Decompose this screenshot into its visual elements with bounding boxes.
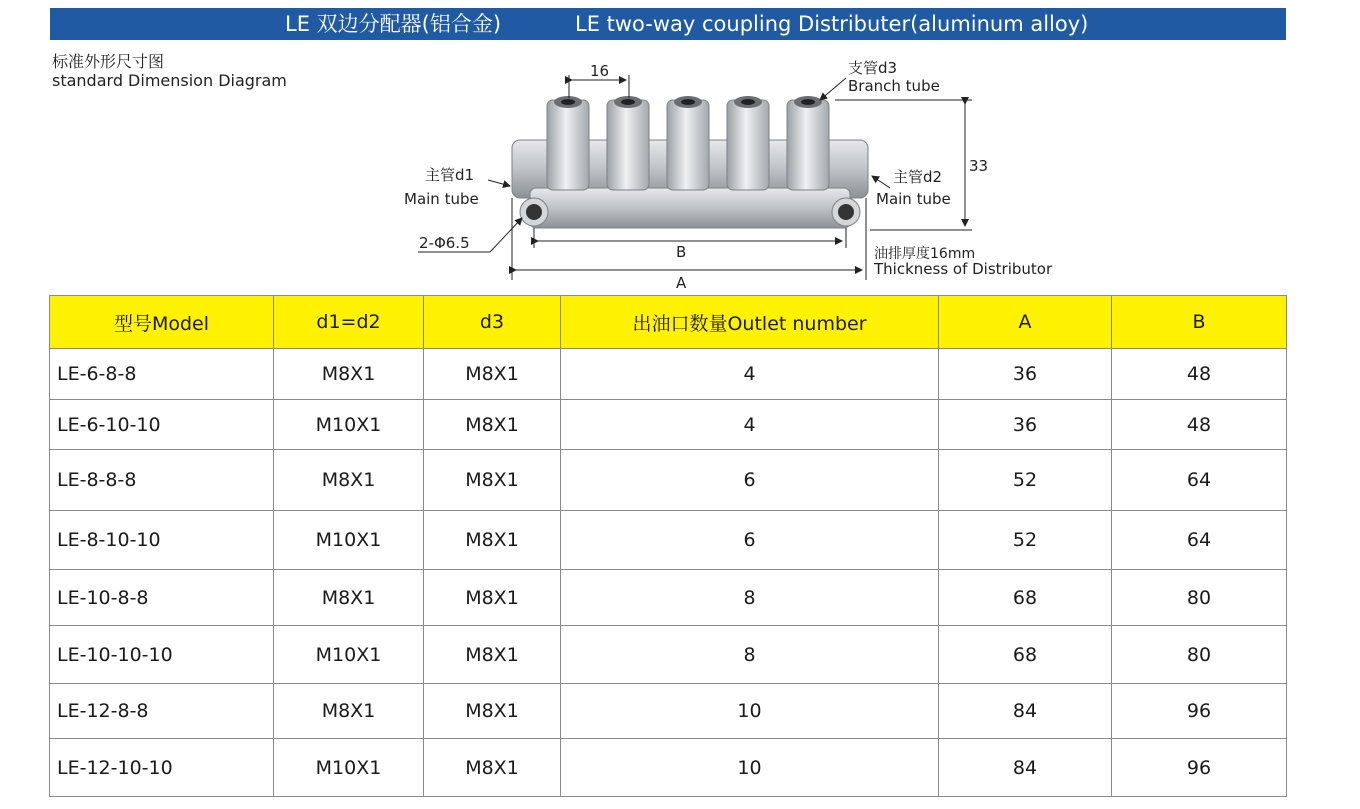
cell-d1-d2: M8X1	[274, 570, 424, 626]
header-b: B	[1112, 296, 1287, 349]
branch-tube-label-en: Branch tube	[848, 77, 940, 95]
thickness-label-zh: 油排厚度16mm	[874, 246, 976, 262]
main-tube-1-label-zh: 主管d1	[425, 166, 475, 184]
cell-d1-d2: M10X1	[274, 400, 424, 450]
dim-33-label: 33	[969, 157, 989, 175]
title-en: LE two-way coupling Distributer(aluminum alloy)	[575, 12, 1089, 36]
cell-a: 36	[939, 349, 1112, 400]
cell-d1-d2: M10X1	[274, 739, 424, 797]
table-row	[50, 511, 1287, 570]
cell-b: 64	[1112, 450, 1287, 511]
cell-a: 36	[939, 400, 1112, 450]
cell-outlet-number: 8	[561, 570, 939, 626]
cell-b: 96	[1112, 684, 1287, 739]
cell-b: 80	[1112, 570, 1287, 626]
cell-d3: M8X1	[424, 626, 561, 684]
cell-outlet-number: 10	[561, 739, 939, 797]
cell-a: 68	[939, 626, 1112, 684]
cell-d1-d2: M8X1	[274, 349, 424, 400]
cell-b: 48	[1112, 349, 1287, 400]
cell-b: 64	[1112, 511, 1287, 570]
header-d1-d2: d1=d2	[274, 296, 424, 349]
header-d3: d3	[424, 296, 561, 349]
dim-a-label: A	[676, 274, 687, 292]
cell-a: 84	[939, 739, 1112, 797]
cell-model: LE-8-10-10	[50, 511, 274, 570]
dim-b-label: B	[676, 243, 687, 261]
cell-model: LE-10-8-8	[50, 570, 274, 626]
cell-outlet-number: 6	[561, 450, 939, 511]
table-row	[50, 450, 1287, 511]
thickness-label-en: Thickness of Distributor	[874, 260, 1053, 278]
cell-model: LE-6-8-8	[50, 349, 274, 400]
cell-a: 52	[939, 511, 1112, 570]
table-header-row	[50, 296, 1287, 349]
table-row	[50, 739, 1287, 797]
cell-d1-d2: M8X1	[274, 684, 424, 739]
table-row	[50, 684, 1287, 739]
cell-outlet-number: 8	[561, 626, 939, 684]
header-outlet-number: 出油口数量Outlet number	[561, 296, 939, 349]
spec-table	[49, 295, 1287, 797]
cell-outlet-number: 4	[561, 349, 939, 400]
table-row	[50, 570, 1287, 626]
dim-16-label: 16	[590, 62, 610, 80]
cell-model: LE-8-8-8	[50, 450, 274, 511]
cell-d3: M8X1	[424, 349, 561, 400]
cell-model: LE-6-10-10	[50, 400, 274, 450]
diagram-label-zh: 标准外形尺寸图	[52, 52, 165, 71]
branch-tubes	[547, 96, 829, 190]
cell-a: 84	[939, 684, 1112, 739]
hole-label: 2-Φ6.5	[419, 234, 470, 252]
table-row	[50, 349, 1287, 400]
table-row	[50, 400, 1287, 450]
cell-d3: M8X1	[424, 511, 561, 570]
cell-outlet-number: 10	[561, 684, 939, 739]
header-model: 型号Model	[50, 296, 274, 349]
table-row	[50, 626, 1287, 684]
cell-b: 48	[1112, 400, 1287, 450]
cell-d3: M8X1	[424, 400, 561, 450]
cell-d1-d2: M8X1	[274, 450, 424, 511]
dimension-diagram	[0, 0, 1360, 295]
cell-outlet-number: 6	[561, 511, 939, 570]
branch-tube-label-zh: 支管d3	[848, 59, 898, 77]
diagram-label-en: standard Dimension Diagram	[52, 71, 287, 90]
cell-model: LE-10-10-10	[50, 626, 274, 684]
cell-d3: M8X1	[424, 739, 561, 797]
cell-d1-d2: M10X1	[274, 626, 424, 684]
main-tube-1-label-en: Main tube	[404, 190, 479, 208]
cell-d3: M8X1	[424, 570, 561, 626]
cell-d1-d2: M10X1	[274, 511, 424, 570]
cell-a: 52	[939, 450, 1112, 511]
cell-outlet-number: 4	[561, 400, 939, 450]
cell-model: LE-12-10-10	[50, 739, 274, 797]
cell-model: LE-12-8-8	[50, 684, 274, 739]
cell-d3: M8X1	[424, 684, 561, 739]
cell-d3: M8X1	[424, 450, 561, 511]
cell-b: 80	[1112, 626, 1287, 684]
main-tube-2-label-zh: 主管d2	[893, 168, 943, 186]
header-a: A	[939, 296, 1112, 349]
main-tube-2-label-en: Main tube	[876, 190, 951, 208]
cell-b: 96	[1112, 739, 1287, 797]
cell-a: 68	[939, 570, 1112, 626]
title-zh: LE 双边分配器(铝合金)	[285, 12, 502, 36]
